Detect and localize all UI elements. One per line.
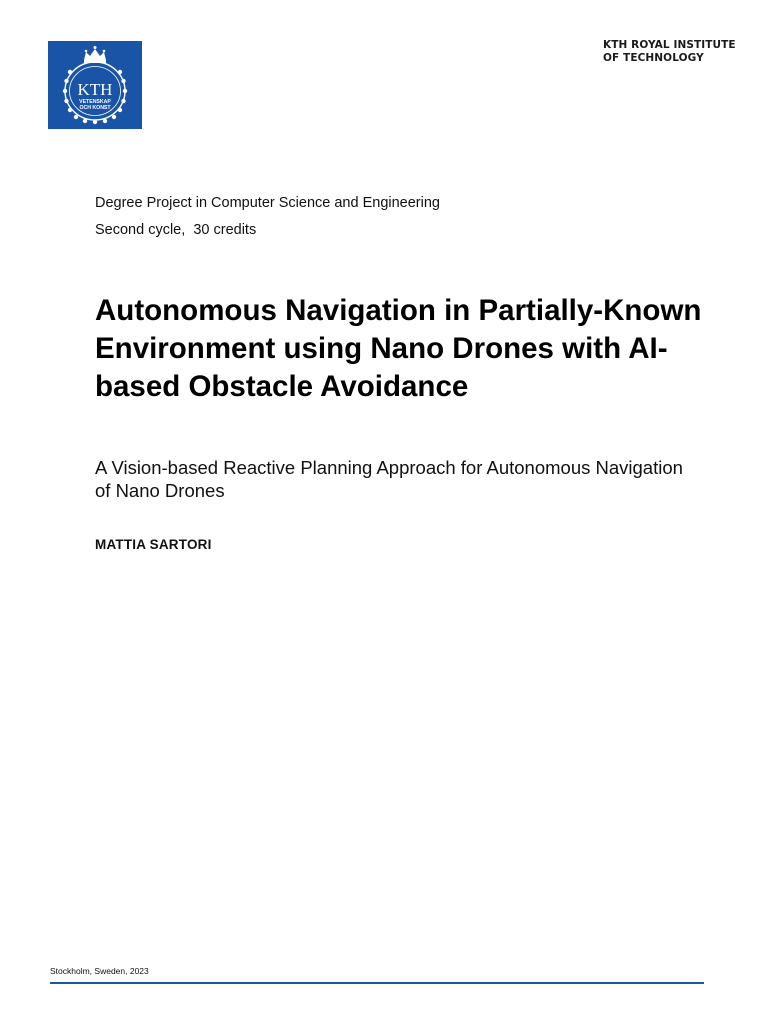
thesis-title: Autonomous Navigation in Partially-Known Environment using Nano Drones with AI-based Obstacle Avoidance	[95, 294, 702, 403]
degree-project-label: Degree Project in Computer Science and Engineering	[95, 195, 440, 211]
institute-line-1: KTH ROYAL INSTITUTE	[603, 39, 736, 51]
cycle-credits-label: Second cycle, 30 credits	[95, 222, 257, 238]
author-name: MATTIA SARTORI	[95, 537, 212, 552]
place-year: Stockholm, Sweden, 2023	[50, 966, 149, 976]
institute-line-2: OF TECHNOLOGY	[603, 52, 704, 64]
kth-logo	[48, 41, 142, 129]
footer-rule	[50, 982, 704, 984]
logo-och-konst-text: OCH KONST	[79, 105, 111, 111]
logo-vetenskap-text: VETENSKAP	[79, 99, 111, 105]
thesis-subtitle: A Vision-based Reactive Planning Approach for Autonomous Navigation of Nano Drones	[95, 457, 683, 501]
institute-name	[603, 39, 753, 65]
logo-kth-text: KTH	[77, 80, 113, 99]
